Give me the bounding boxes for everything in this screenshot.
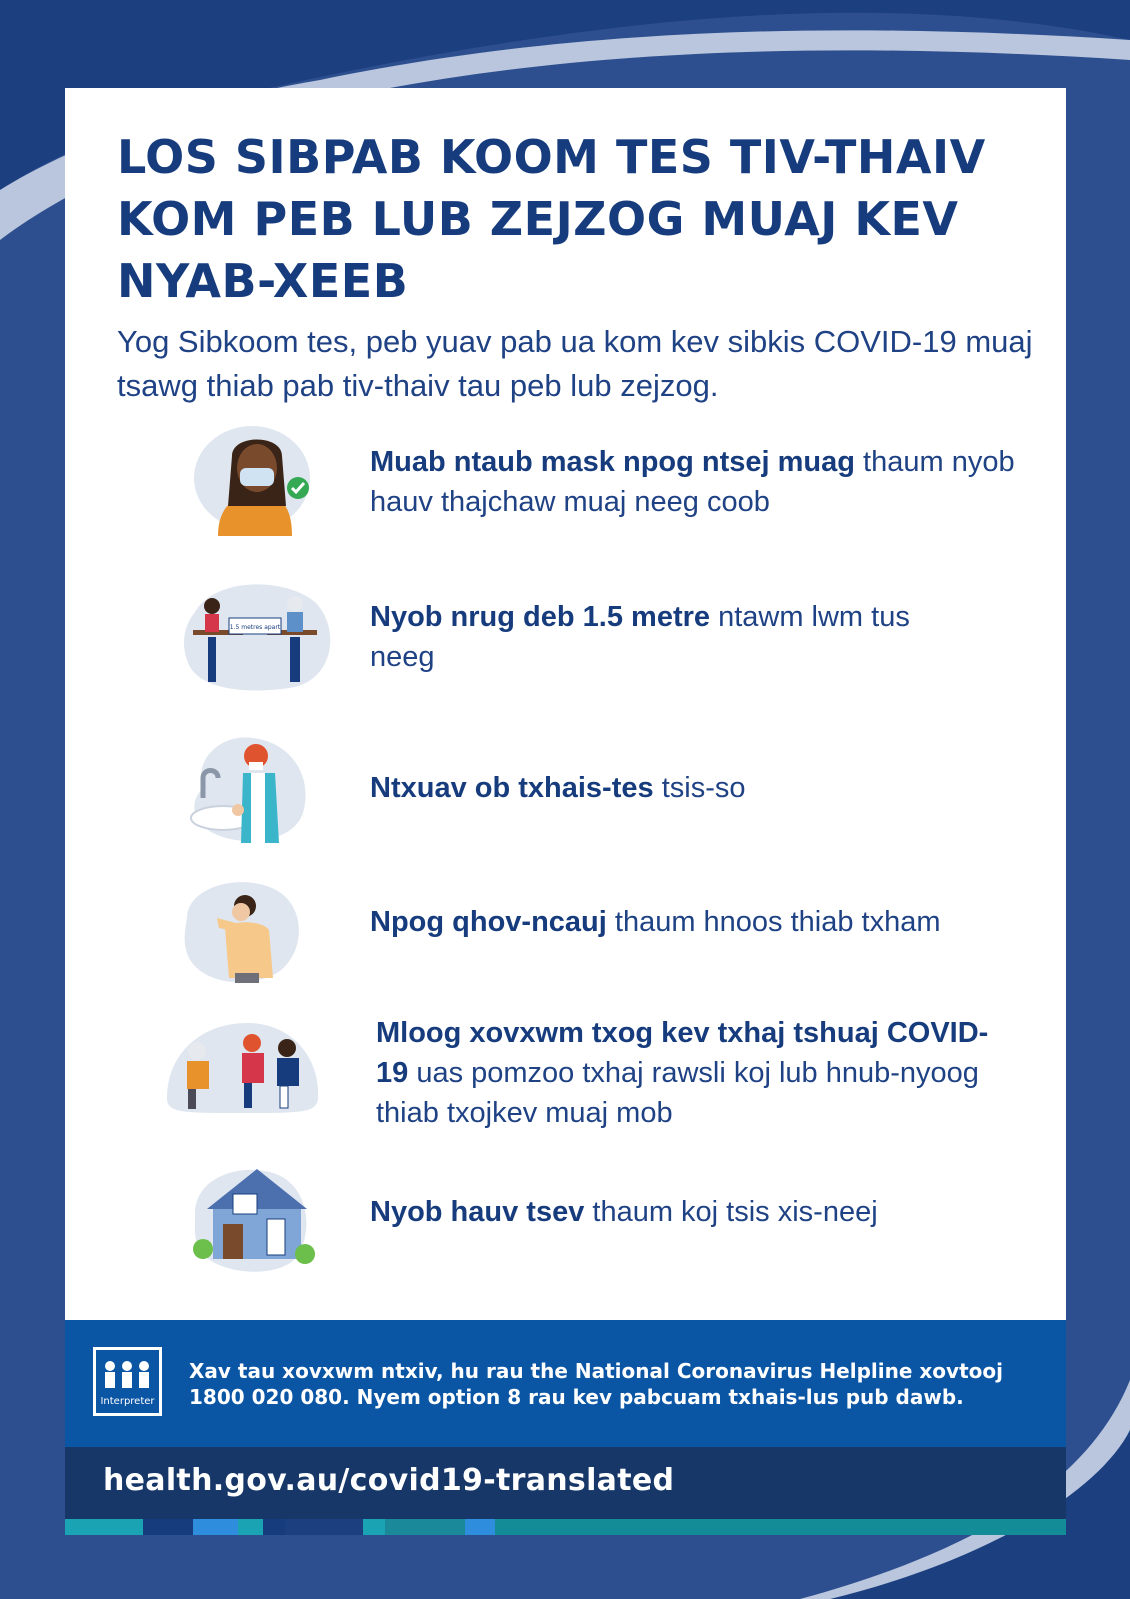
website-link[interactable]: health.gov.au/covid19-translated <box>103 1463 675 1498</box>
interpreter-label: Interpreter <box>100 1396 155 1407</box>
item-rest-text: uas pomzoo txhaj rawsli koj lub hnub-nyoog thiab txojkev muaj mob <box>376 1057 979 1129</box>
interpreter-icon <box>93 1347 162 1416</box>
item-bold-text: Npog qhov-ncauj <box>370 906 607 938</box>
item-text <box>370 597 970 677</box>
item-rest-text: thaum koj tsis xis-neej <box>584 1196 878 1228</box>
item-text <box>370 442 1020 522</box>
poster-card <box>65 88 1066 1320</box>
item-rest-text: ntawm lwm tus neeg <box>370 601 910 673</box>
item-rest-text: tsis-so <box>653 772 746 804</box>
item-bold-text: Mloog xovxwm txog kev txhaj tshuaj COVID-19 <box>376 1017 989 1089</box>
helpline-banner <box>65 1320 1066 1447</box>
item-bold-text: Nyob hauv tsev <box>370 1196 585 1228</box>
helpline-text: Xav tau xovxwm ntxiv, hu rau the National Coronavirus Helpline xovtooj 1800 020 080. Nyem option 8 rau kev pabcuam txhais-lus pub dawb. <box>189 1359 1003 1409</box>
item-text <box>376 1013 1016 1133</box>
intro-text: Yog Sibkoom tes, peb yuav pab ua kom kev sibkis COVID-19 muaj tsawg thiab pab tiv-thaiv tau peb lub zejzog. <box>117 324 1033 403</box>
vaccination-illustration <box>162 1013 322 1123</box>
item-rest-text: thaum nyob hauv thajchaw muaj neeg coob <box>370 446 1015 518</box>
footer-bar <box>65 1447 1066 1519</box>
poster-title: LOS SIBPAB KOOM TES TIV-THAIV KOM PEB LUB ZEJZOG MUAJ KEV NYAB-XEEB <box>117 130 986 308</box>
color-stripe <box>65 1519 1066 1535</box>
item-bold-text: Ntxuav ob txhais-tes <box>370 772 654 804</box>
face-mask-illustration <box>190 426 320 536</box>
distance-label: 1.5 metres apart <box>229 624 281 631</box>
interpreter-figures-icon <box>96 1356 159 1396</box>
distancing-illustration <box>175 582 335 692</box>
item-rest-text: thaum hnoos thiab txham <box>606 906 941 938</box>
cough-elbow-illustration <box>177 878 307 988</box>
item-text <box>370 1192 1010 1232</box>
item-text <box>370 902 1030 942</box>
item-bold-text: Muab ntaub mask npog ntsej muag <box>370 446 855 478</box>
item-text <box>370 768 970 808</box>
handwashing-illustration <box>183 728 313 848</box>
stay-home-illustration <box>185 1164 315 1274</box>
item-bold-text: Nyob nrug deb 1.5 metre <box>370 601 711 633</box>
